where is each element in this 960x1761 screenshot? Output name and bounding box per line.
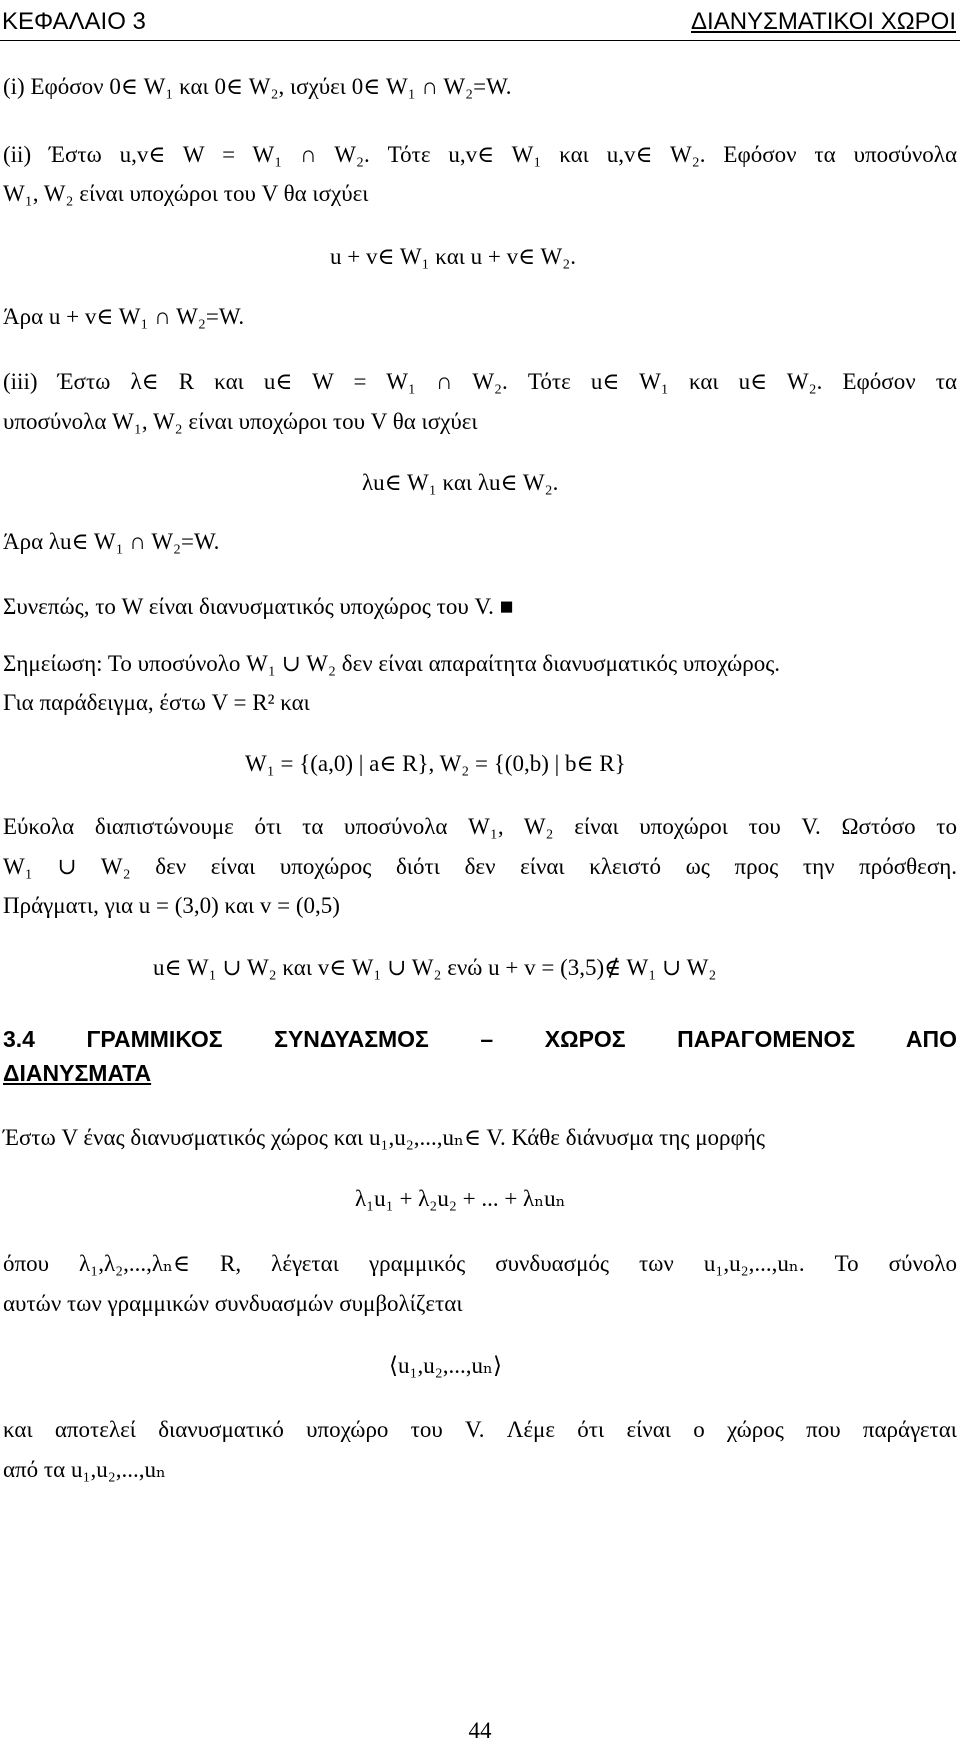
note-line: Σημείωση: Το υποσύνολο W₁ ∪ W₂ δεν είναι απαραίτητα διανυσματικός υποχώρος. [3, 651, 781, 676]
page-number: 44 [468, 1718, 492, 1743]
text-line: Εύκολα διαπιστώνουμε ότι τα υποσύνολα W₁, W₂ είναι υποχώροι του V. Ωστόσο το [3, 814, 957, 839]
text-line: υποσύνολα W₁, W₂ είναι υποχώροι του V θα ισχύει [3, 409, 478, 434]
equation: λu∈ W₁ και λu∈ W₂. [362, 470, 559, 495]
text-line: W₁ ∪ W₂ δεν είναι υποχώρος διότι δεν είναι κλειστό ως προς την πρόσθεση. [3, 854, 957, 879]
equation: W₁ = {(a,0) | a∈ R}, W₂ = {(0,b) | b∈ R} [245, 751, 626, 776]
section-heading: ΔΙΑΝΥΣΜΑΤΑ [3, 1060, 152, 1086]
text-line: Για παράδειγμα, έστω V = R² και [3, 690, 310, 715]
text-line: από τα u₁,u₂,...,uₙ [3, 1457, 166, 1482]
page-header [0, 6, 960, 41]
text-line: και αποτελεί διανυσματικό υποχώρο του V. Λέμε ότι είναι ο χώρος που παράγεται [3, 1417, 957, 1442]
section-heading: 3.4 ΓΡΑΜΜΙΚΟΣ ΣΥΝΔΥΑΣΜΟΣ – ΧΩΡΟΣ ΠΑΡΑΓΟΜΕΝΟΣ ΑΠΟ [3, 1026, 957, 1052]
text-line: όπου λ₁,λ₂,...,λₙ∈ R, λέγεται γραμμικός συνδυασμός των u₁,u₂,...,uₙ. Το σύνολο [3, 1251, 957, 1276]
text-line: Άρα u + v∈ W₁ ∩ W₂=W. [3, 304, 245, 329]
text-line: Πράγματι, για u = (3,0) και v = (0,5) [3, 893, 340, 918]
equation: ⟨u₁,u₂,...,uₙ⟩ [389, 1353, 502, 1378]
text-line: (iii) Έστω λ∈ R και u∈ W = W₁ ∩ W₂. Τότε u∈ W₁ και u∈ W₂. Εφόσον τα [3, 369, 957, 394]
text-line: Συνεπώς, το W είναι διανυσματικός υποχώρος του V. ■ [3, 594, 514, 619]
equation: λ₁u₁ + λ₂u₂ + ... + λₙuₙ [355, 1186, 566, 1211]
text-line: αυτών των γραμμικών συνδυασμών συμβολίζεται [3, 1291, 463, 1316]
equation: u + v∈ W₁ και u + v∈ W₂. [330, 244, 576, 269]
text-line: (i) Εφόσον 0∈ W₁ και 0∈ W₂, ισχύει 0∈ W₁ ∩ W₂=W. [3, 74, 512, 99]
text-line: Άρα λu∈ W₁ ∩ W₂=W. [3, 529, 220, 554]
text-line: Έστω V ένας διανυσματικός χώρος και u₁,u₂,...,uₙ∈ V. Κάθε διάνυσμα της μορφής [3, 1125, 765, 1150]
text-line: (ii) Έστω u,v∈ W = W₁ ∩ W₂. Τότε u,v∈ W₁ και u,v∈ W₂. Εφόσον τα υποσύνολα [3, 142, 957, 167]
text-line: W₁, W₂ είναι υποχώροι του V θα ισχύει [3, 181, 369, 206]
section-title: ΔΙΑΝΥΣΜΑΤΙΚΟΙ ΧΩΡΟΙ [691, 8, 956, 35]
equation: u∈ W₁ ∪ W₂ και v∈ W₁ ∪ W₂ ενώ u + v = (3,5)∉ W₁ ∪ W₂ [153, 955, 717, 980]
chapter-label: ΚΕΦΑΛΑΙΟ 3 [2, 8, 146, 35]
